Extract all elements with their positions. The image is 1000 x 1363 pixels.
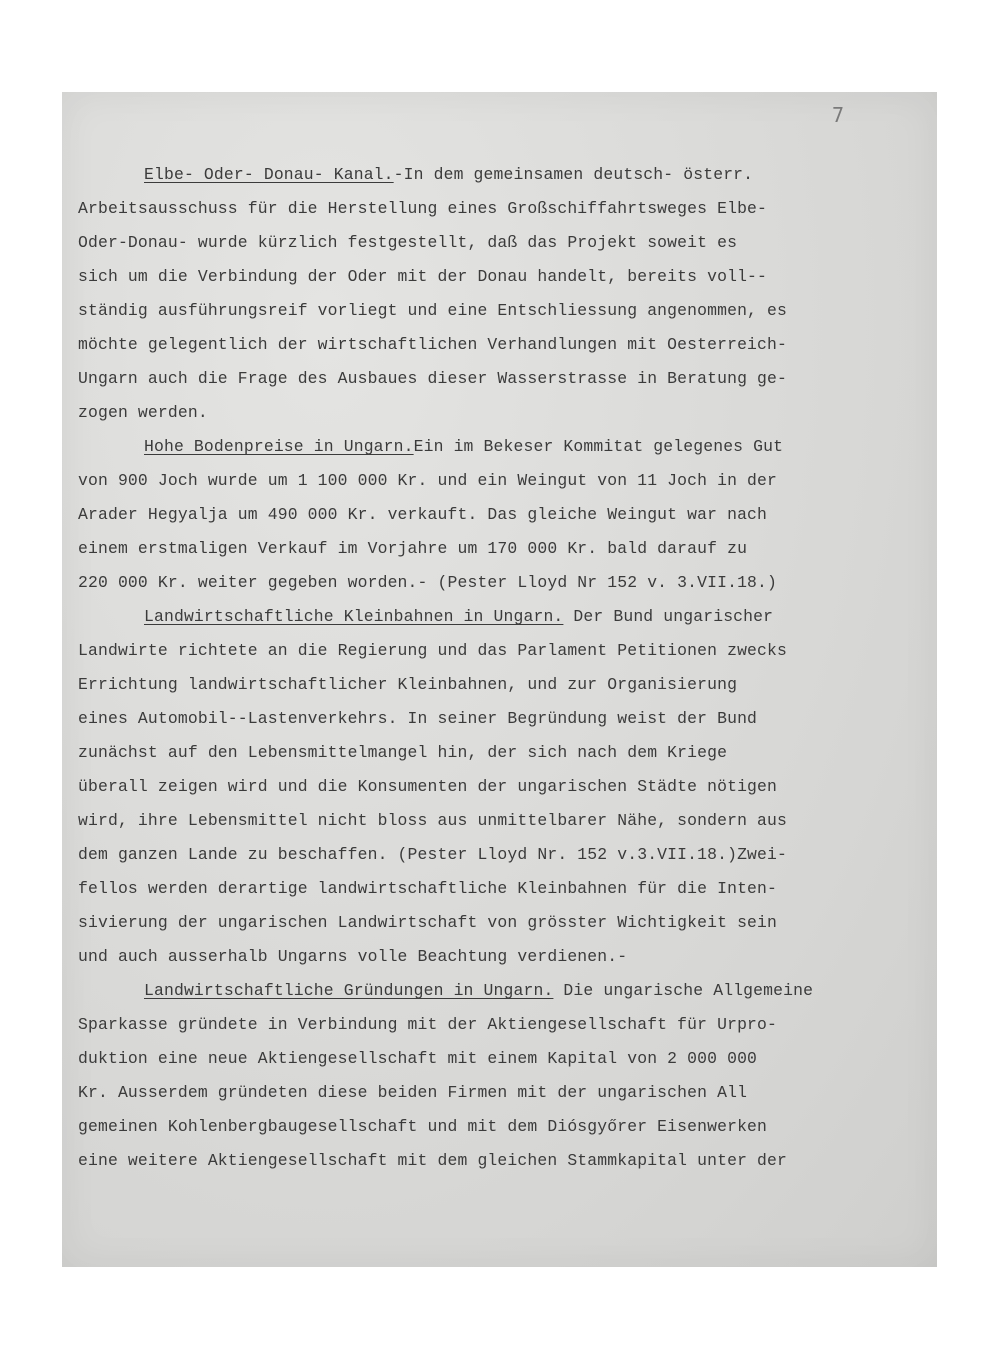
- text-line: zogen werden.: [78, 403, 208, 422]
- text-line: einem erstmaligen Verkauf im Vorjahre um 170 000 Kr. bald darauf zu: [78, 539, 748, 558]
- text-line: duktion eine neue Aktiengesellschaft mit einem Kapital von 2 000 000: [78, 1049, 758, 1068]
- text-line: dem ganzen Lande zu beschaffen. (Pester Lloyd Nr. 152 v.3.VII.18.)Zwei-: [78, 845, 788, 864]
- line-text: -In dem gemeinsamen deutsch- österr.: [393, 165, 754, 184]
- text-line: wird, ihre Lebensmittel nicht bloss aus unmittelbarer Nähe, sondern aus: [78, 811, 788, 830]
- line-text: Die ungarische Allgemeine: [553, 981, 814, 1000]
- text-line: sich um die Verbindung der Oder mit der Donau handelt, bereits voll--: [78, 267, 768, 286]
- section-first-line: [78, 974, 938, 1008]
- text-line: Arbeitsausschuss für die Herstellung eines Großschiffahrtsweges Elbe-: [78, 199, 768, 218]
- text-line: und auch ausserhalb Ungarns volle Beachtung verdienen.-: [78, 947, 628, 966]
- document-body: [78, 158, 938, 1178]
- section-heading: Landwirtschaftliche Kleinbahnen in Ungarn.: [144, 607, 564, 626]
- text-line: Landwirte richtete an die Regierung und das Parlament Petitionen zwecks: [78, 641, 788, 660]
- text-line: eines Automobil--Lastenverkehrs. In seiner Begründung weist der Bund: [78, 709, 758, 728]
- section-heading: Landwirtschaftliche Gründungen in Ungarn.: [144, 981, 554, 1000]
- text-line: fellos werden derartige landwirtschaftliche Kleinbahnen für die Inten-: [78, 879, 778, 898]
- text-line: Errichtung landwirtschaftlicher Kleinbahnen, und zur Organisierung: [78, 675, 738, 694]
- text-line: Ungarn auch die Frage des Ausbaues dieser Wasserstrasse in Beratung ge-: [78, 369, 788, 388]
- text-line: möchte gelegentlich der wirtschaftlichen Verhandlungen mit Oesterreich-: [78, 335, 788, 354]
- text-line: überall zeigen wird und die Konsumenten der ungarischen Städte nötigen: [78, 777, 778, 796]
- section-first-line: [78, 430, 938, 464]
- line-text: Ein im Bekeser Kommitat gelegenes Gut: [413, 437, 784, 456]
- text-line: eine weitere Aktiengesellschaft mit dem gleichen Stammkapital unter der: [78, 1151, 788, 1170]
- line-text: Der Bund ungarischer: [563, 607, 774, 626]
- text-line: zunächst auf den Lebensmittelmangel hin, der sich nach dem Kriege: [78, 743, 728, 762]
- text-line: Oder-Donau- wurde kürzlich festgestellt, daß das Projekt soweit es: [78, 233, 738, 252]
- text-line: 220 000 Kr. weiter gegeben worden.- (Pester Lloyd Nr 152 v. 3.VII.18.): [78, 573, 778, 592]
- section-first-line: [78, 158, 938, 192]
- text-line: sivierung der ungarischen Landwirtschaft von grösster Wichtigkeit sein: [78, 913, 778, 932]
- text-line: Arader Hegyalja um 490 000 Kr. verkauft. Das gleiche Weingut war nach: [78, 505, 768, 524]
- text-line: Sparkasse gründete in Verbindung mit der Aktiengesellschaft für Urpro-: [78, 1015, 778, 1034]
- text-line: Kr. Ausserdem gründeten diese beiden Firmen mit der ungarischen All: [78, 1083, 748, 1102]
- section-heading: Elbe- Oder- Donau- Kanal.: [144, 165, 394, 184]
- page-number: 7: [832, 103, 845, 127]
- section-first-line: [78, 600, 938, 634]
- text-line: gemeinen Kohlenbergbaugesellschaft und mit dem Diósgyőrer Eisenwerken: [78, 1117, 768, 1136]
- section-heading: Hohe Bodenpreise in Ungarn.: [144, 437, 414, 456]
- text-line: ständig ausführungsreif vorliegt und eine Entschliessung angenommen, es: [78, 301, 788, 320]
- text-line: von 900 Joch wurde um 1 100 000 Kr. und ein Weingut von 11 Joch in der: [78, 471, 778, 490]
